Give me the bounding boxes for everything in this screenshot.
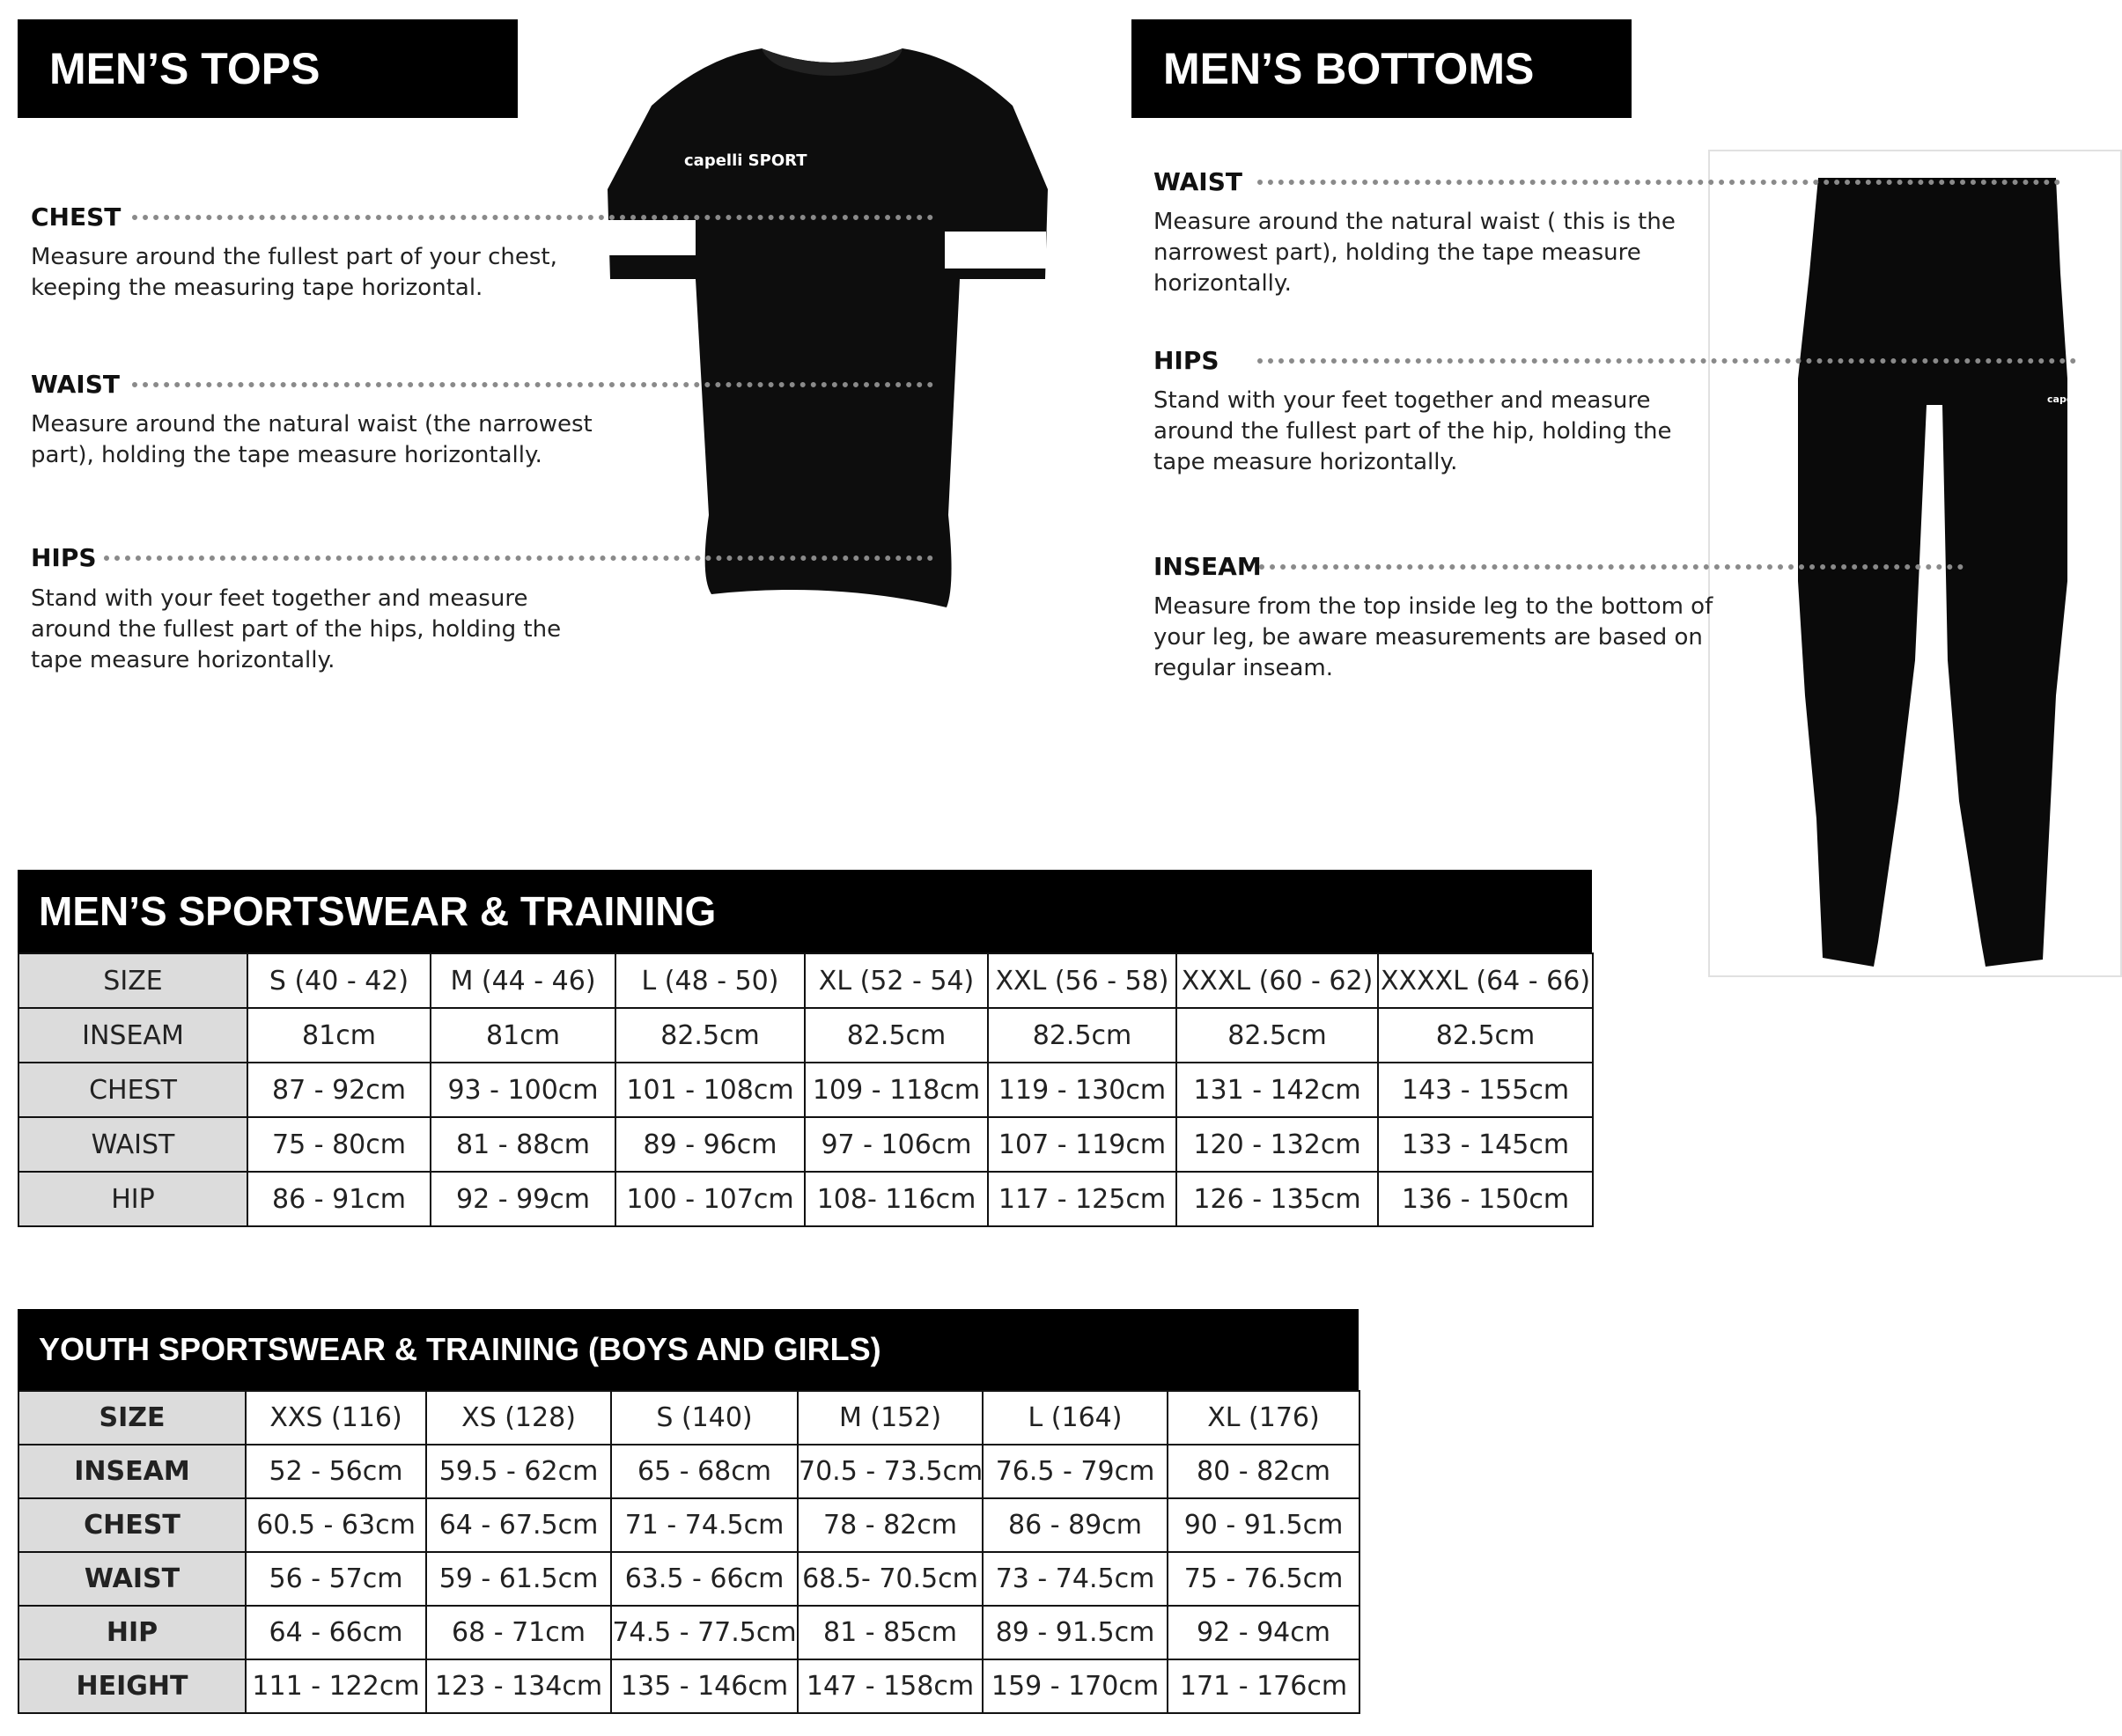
table-cell: 101 - 108cm: [615, 1063, 805, 1117]
table-cell: 109 - 118cm: [805, 1063, 988, 1117]
row-header-cell: WAIST: [18, 1117, 247, 1172]
table-cell: 82.5cm: [805, 1008, 988, 1063]
table-row: [18, 1659, 1359, 1713]
header-cell: XL (176): [1168, 1391, 1359, 1445]
table-cell: 143 - 155cm: [1378, 1063, 1593, 1117]
table-cell: 90 - 91.5cm: [1168, 1498, 1359, 1552]
bottoms-hips-guide-line: [1257, 358, 2076, 364]
table-cell: 92 - 99cm: [431, 1172, 615, 1226]
bottoms-inseam-guide-line: [1259, 564, 1964, 570]
table-cell: 86 - 91cm: [247, 1172, 431, 1226]
table-cell: 131 - 142cm: [1176, 1063, 1378, 1117]
row-header-cell: HEIGHT: [18, 1659, 246, 1713]
table-cell: 97 - 106cm: [805, 1117, 988, 1172]
table-row: [18, 1445, 1359, 1498]
header-cell: XS (128): [426, 1391, 611, 1445]
table-cell: 64 - 66cm: [246, 1606, 426, 1659]
table-header-row: [18, 953, 1593, 1008]
table-row: [18, 1606, 1359, 1659]
header-cell: S (140): [611, 1391, 798, 1445]
table-cell: 74.5 - 77.5cm: [611, 1606, 798, 1659]
bottoms-waist-guide-line: [1257, 180, 2060, 185]
row-header-cell: HIP: [18, 1606, 246, 1659]
table-row: [18, 1117, 1593, 1172]
bottoms-hips-label: HIPS: [1153, 346, 1219, 375]
bottoms-hips-description: Stand with your feet together and measure around the fullest part of the hip, holding the tape measure horizontally.: [1153, 387, 1672, 475]
table-row: [18, 1172, 1593, 1226]
header-cell: L (164): [983, 1391, 1168, 1445]
table-header-row: [18, 1391, 1359, 1445]
table-cell: 70.5 - 73.5cm: [798, 1445, 983, 1498]
table-cell: 133 - 145cm: [1378, 1117, 1593, 1172]
table-cell: 60.5 - 63cm: [246, 1498, 426, 1552]
table-cell: 75 - 76.5cm: [1168, 1552, 1359, 1606]
table-cell: 119 - 130cm: [988, 1063, 1176, 1117]
header-cell: XXL (56 - 58): [988, 953, 1176, 1008]
bottoms-waist-description: Measure around the natural waist ( this is the narrowest part), holding the tape measure horizontally.: [1153, 209, 1676, 297]
table-cell: 87 - 92cm: [247, 1063, 431, 1117]
tops-chest-label: CHEST: [31, 202, 122, 232]
table-cell: 80 - 82cm: [1168, 1445, 1359, 1498]
header-cell: S (40 - 42): [247, 953, 431, 1008]
mens-table-title: MEN’S SPORTSWEAR & TRAINING: [18, 870, 1592, 953]
table-cell: 82.5cm: [988, 1008, 1176, 1063]
table-cell: 171 - 176cm: [1168, 1659, 1359, 1713]
header-cell: SIZE: [18, 953, 247, 1008]
mens-tops-heading: MEN’S TOPS: [18, 19, 518, 118]
table-cell: 68.5- 70.5cm: [798, 1552, 983, 1606]
table-cell: 81 - 85cm: [798, 1606, 983, 1659]
table-row: [18, 1498, 1359, 1552]
table-cell: 78 - 82cm: [798, 1498, 983, 1552]
table-cell: 82.5cm: [615, 1008, 805, 1063]
tops-waist-label: WAIST: [31, 370, 120, 399]
table-cell: 64 - 67.5cm: [426, 1498, 611, 1552]
header-cell: SIZE: [18, 1391, 246, 1445]
table-cell: 126 - 135cm: [1176, 1172, 1378, 1226]
tops-hips-label: HIPS: [31, 543, 97, 572]
table-cell: 56 - 57cm: [246, 1552, 426, 1606]
chest-guide-line: [132, 215, 933, 220]
table-cell: 81cm: [431, 1008, 615, 1063]
row-header-cell: CHEST: [18, 1063, 247, 1117]
row-header-cell: WAIST: [18, 1552, 246, 1606]
table-cell: 65 - 68cm: [611, 1445, 798, 1498]
bottoms-inseam-description: Measure from the top inside leg to the bottom of your leg, be aware measurements are based on regular inseam.: [1153, 593, 1713, 681]
table-cell: 120 - 132cm: [1176, 1117, 1378, 1172]
table-cell: 82.5cm: [1378, 1008, 1593, 1063]
table-cell: 93 - 100cm: [431, 1063, 615, 1117]
capelli-logo-pants: capelli: [2047, 394, 2083, 405]
table-cell: 92 - 94cm: [1168, 1606, 1359, 1659]
table-cell: 82.5cm: [1176, 1008, 1378, 1063]
table-cell: 100 - 107cm: [615, 1172, 805, 1226]
tshirt-image: [599, 22, 1057, 612]
header-cell: M (152): [798, 1391, 983, 1445]
row-header-cell: INSEAM: [18, 1445, 246, 1498]
header-cell: XXXL (60 - 62): [1176, 953, 1378, 1008]
table-cell: 81 - 88cm: [431, 1117, 615, 1172]
tops-hips-description: Stand with your feet together and measure around the fullest part of the hips, holding the tape measure horizontally.: [31, 585, 562, 673]
table-cell: 59.5 - 62cm: [426, 1445, 611, 1498]
table-cell: 159 - 170cm: [983, 1659, 1168, 1713]
table-row: [18, 1063, 1593, 1117]
header-cell: XXXXL (64 - 66): [1378, 953, 1593, 1008]
table-cell: 76.5 - 79cm: [983, 1445, 1168, 1498]
table-cell: 81cm: [247, 1008, 431, 1063]
hips-guide-line: [104, 555, 933, 561]
table-cell: 89 - 96cm: [615, 1117, 805, 1172]
table-cell: 117 - 125cm: [988, 1172, 1176, 1226]
capelli-logo-top: capelli SPORT: [684, 151, 807, 170]
youth-size-table: [18, 1309, 1359, 1714]
row-header-cell: HIP: [18, 1172, 247, 1226]
table-cell: 107 - 119cm: [988, 1117, 1176, 1172]
table-row: [18, 1008, 1593, 1063]
table-cell: 135 - 146cm: [611, 1659, 798, 1713]
mens-size-table: [18, 870, 1592, 1227]
table-cell: 68 - 71cm: [426, 1606, 611, 1659]
header-cell: L (48 - 50): [615, 953, 805, 1008]
tops-chest-description: Measure around the fullest part of your chest, keeping the measuring tape horizontal.: [31, 244, 557, 301]
table-cell: 86 - 89cm: [983, 1498, 1168, 1552]
table-cell: 111 - 122cm: [246, 1659, 426, 1713]
table-cell: 136 - 150cm: [1378, 1172, 1593, 1226]
row-header-cell: CHEST: [18, 1498, 246, 1552]
pants-image: [1787, 167, 2083, 977]
table-cell: 71 - 74.5cm: [611, 1498, 798, 1552]
tops-waist-description: Measure around the natural waist (the narrowest part), holding the tape measure horizontally.: [31, 411, 593, 468]
waist-guide-line: [132, 382, 933, 387]
table-cell: 123 - 134cm: [426, 1659, 611, 1713]
bottoms-inseam-label: INSEAM: [1153, 552, 1262, 581]
header-cell: M (44 - 46): [431, 953, 615, 1008]
table-cell: 73 - 74.5cm: [983, 1552, 1168, 1606]
table-cell: 89 - 91.5cm: [983, 1606, 1168, 1659]
header-cell: XXS (116): [246, 1391, 426, 1445]
bottoms-waist-label: WAIST: [1153, 167, 1242, 196]
row-header-cell: INSEAM: [18, 1008, 247, 1063]
table-cell: 52 - 56cm: [246, 1445, 426, 1498]
table-cell: 75 - 80cm: [247, 1117, 431, 1172]
table-row: [18, 1552, 1359, 1606]
table-cell: 59 - 61.5cm: [426, 1552, 611, 1606]
mens-bottoms-heading: MEN’S BOTTOMS: [1131, 19, 1632, 118]
table-cell: 147 - 158cm: [798, 1659, 983, 1713]
table-cell: 108- 116cm: [805, 1172, 988, 1226]
header-cell: XL (52 - 54): [805, 953, 988, 1008]
table-cell: 63.5 - 66cm: [611, 1552, 798, 1606]
youth-table-title: YOUTH SPORTSWEAR & TRAINING (BOYS AND GIRLS): [18, 1309, 1359, 1390]
